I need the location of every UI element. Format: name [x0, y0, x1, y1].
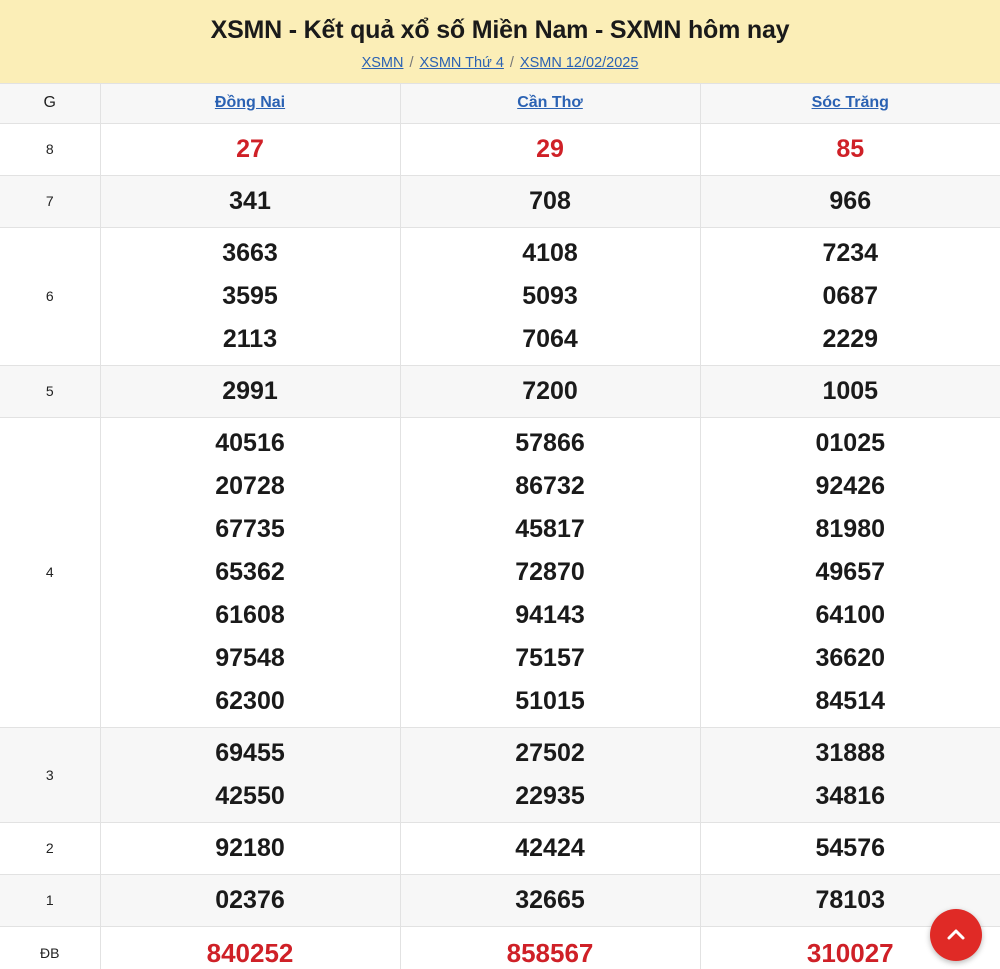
result-number: 966	[829, 186, 872, 215]
result-number: 0687	[822, 281, 879, 310]
result-number: 51015	[515, 686, 585, 715]
column-header-prize: G	[0, 83, 100, 123]
result-number: 57866	[515, 428, 585, 457]
result-cell	[100, 227, 400, 365]
result-cell	[400, 365, 700, 417]
prize-label: 2	[0, 822, 100, 874]
result-number: 01025	[815, 428, 886, 457]
result-number: 310027	[806, 937, 894, 968]
result-cell	[100, 822, 400, 874]
prize-label: 1	[0, 874, 100, 926]
lottery-results-table	[0, 83, 1000, 969]
result-number: 1005	[822, 376, 879, 405]
result-cell	[700, 727, 1000, 822]
result-number: 81980	[815, 514, 886, 543]
result-number: 75157	[515, 643, 585, 672]
table-row	[0, 417, 1000, 727]
result-number: 34816	[815, 781, 886, 810]
result-number: 22935	[515, 781, 585, 810]
breadcrumb-item-xsmn[interactable]: XSMN	[361, 54, 404, 71]
province-link-can-tho[interactable]: Cần Thơ	[517, 94, 583, 111]
province-link-soc-trang[interactable]: Sóc Trăng	[811, 94, 889, 111]
result-cell	[400, 417, 700, 727]
page-title: XSMN - Kết quả xổ số Miền Nam - SXMN hôm nay	[210, 16, 790, 44]
result-cell	[400, 227, 700, 365]
breadcrumb-item-date[interactable]: XSMN 12/02/2025	[519, 54, 639, 71]
result-number: 2229	[822, 324, 879, 353]
table-row	[0, 175, 1000, 227]
table-head	[0, 83, 1000, 123]
column-header-province-1	[100, 83, 400, 123]
result-number: 45817	[515, 514, 585, 543]
result-cell	[700, 227, 1000, 365]
result-number: 49657	[815, 557, 886, 586]
prize-label: 7	[0, 175, 100, 227]
result-number: 92426	[815, 471, 886, 500]
result-cell	[400, 123, 700, 175]
result-number: 40516	[215, 428, 285, 457]
prize-label: 8	[0, 123, 100, 175]
table-row	[0, 822, 1000, 874]
result-cell	[100, 417, 400, 727]
result-number: 5093	[522, 281, 578, 310]
scroll-to-top-button[interactable]	[930, 909, 982, 961]
breadcrumb-separator: /	[409, 54, 414, 71]
prize-label: 6	[0, 227, 100, 365]
breadcrumb-item-weekday[interactable]: XSMN Thứ 4	[419, 54, 504, 71]
result-number: 708	[529, 186, 571, 215]
result-number: 29	[536, 134, 564, 163]
result-cell	[100, 926, 400, 969]
result-number: 42424	[515, 833, 585, 862]
result-number: 3663	[222, 238, 278, 267]
result-number: 31888	[815, 738, 886, 767]
result-number: 27502	[515, 738, 585, 767]
result-number: 67735	[215, 514, 285, 543]
result-cell	[100, 175, 400, 227]
result-cell	[100, 874, 400, 926]
result-cell	[400, 874, 700, 926]
result-number: 62300	[215, 686, 285, 715]
result-number: 36620	[815, 643, 886, 672]
prize-label: 4	[0, 417, 100, 727]
breadcrumb	[0, 55, 1000, 71]
result-cell	[700, 365, 1000, 417]
result-number: 54576	[815, 833, 886, 862]
column-header-province-2	[400, 83, 700, 123]
prize-label: 3	[0, 727, 100, 822]
result-number: 7064	[522, 324, 578, 353]
result-number: 2991	[222, 376, 278, 405]
result-number: 92180	[215, 833, 285, 862]
prize-label: 5	[0, 365, 100, 417]
result-number: 840252	[206, 937, 294, 968]
result-number: 32665	[515, 885, 585, 914]
breadcrumb-separator: /	[509, 54, 514, 71]
table-row	[0, 227, 1000, 365]
result-cell	[700, 417, 1000, 727]
table-row	[0, 727, 1000, 822]
result-number: 97548	[215, 643, 285, 672]
result-number: 3595	[222, 281, 278, 310]
result-number: 64100	[815, 600, 886, 629]
table-body	[0, 123, 1000, 969]
result-number: 858567	[506, 937, 594, 968]
result-cell	[400, 926, 700, 969]
result-number: 94143	[515, 600, 585, 629]
table-row	[0, 874, 1000, 926]
page-header	[0, 0, 1000, 83]
chevron-up-icon	[943, 922, 969, 948]
result-number: 7200	[522, 376, 578, 405]
result-number: 341	[229, 186, 271, 215]
result-cell	[700, 822, 1000, 874]
result-number: 69455	[215, 738, 285, 767]
table-row	[0, 365, 1000, 417]
result-number: 27	[236, 134, 264, 163]
result-number: 72870	[515, 557, 585, 586]
table-row	[0, 926, 1000, 969]
result-number: 65362	[215, 557, 285, 586]
result-number: 84514	[815, 686, 886, 715]
result-cell	[400, 175, 700, 227]
result-number: 42550	[215, 781, 285, 810]
result-cell	[100, 365, 400, 417]
result-cell	[400, 727, 700, 822]
result-number: 7234	[822, 238, 879, 267]
column-header-province-3	[700, 83, 1000, 123]
result-number: 86732	[515, 471, 585, 500]
result-number: 2113	[222, 324, 278, 353]
result-cell	[100, 727, 400, 822]
result-cell	[700, 123, 1000, 175]
province-link-dong-nai[interactable]: Đồng Nai	[214, 94, 286, 111]
result-number: 4108	[522, 238, 578, 267]
result-cell	[700, 175, 1000, 227]
table-row	[0, 123, 1000, 175]
result-number: 02376	[215, 885, 285, 914]
result-cell	[100, 123, 400, 175]
result-number: 61608	[215, 600, 285, 629]
table-header-row	[0, 83, 1000, 123]
result-number: 20728	[215, 471, 285, 500]
result-number: 85	[836, 134, 865, 163]
prize-label: ĐB	[0, 926, 100, 969]
result-cell	[400, 822, 700, 874]
result-number: 78103	[815, 885, 886, 914]
